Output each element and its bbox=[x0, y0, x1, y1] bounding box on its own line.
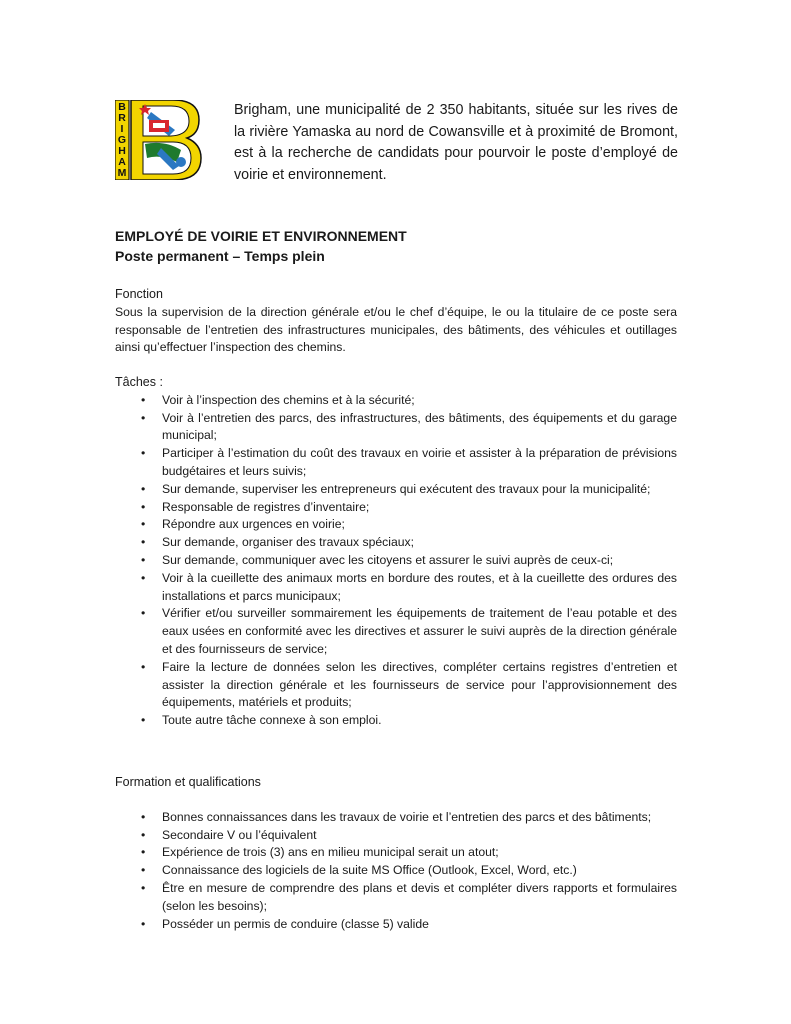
formation-list bbox=[115, 809, 677, 934]
list-item: • Responsable de registres d’inventaire; bbox=[115, 499, 677, 517]
list-item: • Toute autre tâche connexe à son emploi. bbox=[115, 712, 677, 730]
job-title-block bbox=[115, 226, 675, 266]
list-item: • Sur demande, superviser les entrepreneurs qui exécutent des travaux pour la municipalité; bbox=[115, 481, 677, 499]
list-item: • Voir à la cueillette des animaux morts en bordure des routes, et à la cueillette des ordures des installations et parcs municipaux; bbox=[115, 570, 677, 606]
formation-section bbox=[115, 774, 677, 933]
svg-text:H: H bbox=[118, 145, 126, 157]
list-item: • Bonnes connaissances dans les travaux de voirie et l’entretien des parcs et des bâtiments; bbox=[115, 809, 677, 827]
list-item: • Sur demande, organiser des travaux spéciaux; bbox=[115, 534, 677, 552]
list-item: • Répondre aux urgences en voirie; bbox=[115, 516, 677, 534]
taches-section bbox=[115, 374, 677, 730]
intro-paragraph: Brigham, une municipalité de 2 350 habitants, située sur les rives de la rivière Yamaska au nord de Cowansville et à proximité de Bromont, est à la recherche de candidats pour pourvoir le poste d’employé de voirie et environnement. bbox=[234, 102, 678, 183]
job-subtitle: Poste permanent – Temps plein bbox=[115, 248, 325, 264]
list-item: • Connaissance des logiciels de la suite MS Office (Outlook, Excel, Word, etc.) bbox=[115, 862, 677, 880]
list-item: • Secondaire V ou l’équivalent bbox=[115, 827, 677, 845]
svg-text:R: R bbox=[118, 112, 126, 124]
list-item: • Être en mesure de comprendre des plans et devis et compléter divers rapports et formulaires (selon les besoins); bbox=[115, 880, 677, 916]
fonction-heading: Fonction bbox=[115, 287, 163, 301]
svg-text:A: A bbox=[118, 156, 126, 168]
svg-text:M: M bbox=[117, 167, 127, 179]
fonction-text: Sous la supervision de la direction générale et/ou le chef d’équipe, le ou la titulaire de ce poste sera responsable de l’entretien des infrastructures municipales, des bâtiments, des véhicules et outillages ainsi qu’effectuer l’inspection des chemins. bbox=[115, 304, 677, 355]
list-item: • Vérifier et/ou surveiller sommairement les équipements de traitement de l’eau potable et des eaux usées en conformité avec les directives et assurer le suivi auprès de la direction générale et des fournisseurs de service; bbox=[115, 605, 677, 658]
list-item: • Sur demande, communiquer avec les citoyens et assurer le suivi auprès de ceux-ci; bbox=[115, 552, 677, 570]
brigham-logo bbox=[115, 100, 203, 180]
list-item: • Expérience de trois (3) ans en milieu municipal serait un atout; bbox=[115, 844, 677, 862]
taches-heading: Tâches : bbox=[115, 375, 163, 389]
taches-list bbox=[115, 392, 677, 730]
svg-text:I: I bbox=[120, 123, 124, 135]
list-item: • Voir à l’inspection des chemins et à la sécurité; bbox=[115, 392, 677, 410]
list-item: • Participer à l’estimation du coût des travaux en voirie et assister à la préparation de prévisions budgétaires et leurs suivis; bbox=[115, 445, 677, 481]
job-title: EMPLOYÉ DE VOIRIE ET ENVIRONNEMENT bbox=[115, 228, 407, 244]
svg-text:B: B bbox=[118, 101, 126, 113]
svg-text:G: G bbox=[117, 134, 127, 146]
list-item: • Posséder un permis de conduire (classe 5) valide bbox=[115, 916, 677, 934]
fonction-section bbox=[115, 286, 677, 357]
list-item: • Voir à l’entretien des parcs, des infrastructures, des bâtiments, des équipements et du garage municipal; bbox=[115, 410, 677, 446]
list-item: • Faire la lecture de données selon les directives, compléter certains registres d’entretien et assister la direction générale et les fournisseurs de service pour l’approvisionnement des équipements, matériels et produits; bbox=[115, 659, 677, 712]
formation-heading: Formation et qualifications bbox=[115, 775, 261, 789]
